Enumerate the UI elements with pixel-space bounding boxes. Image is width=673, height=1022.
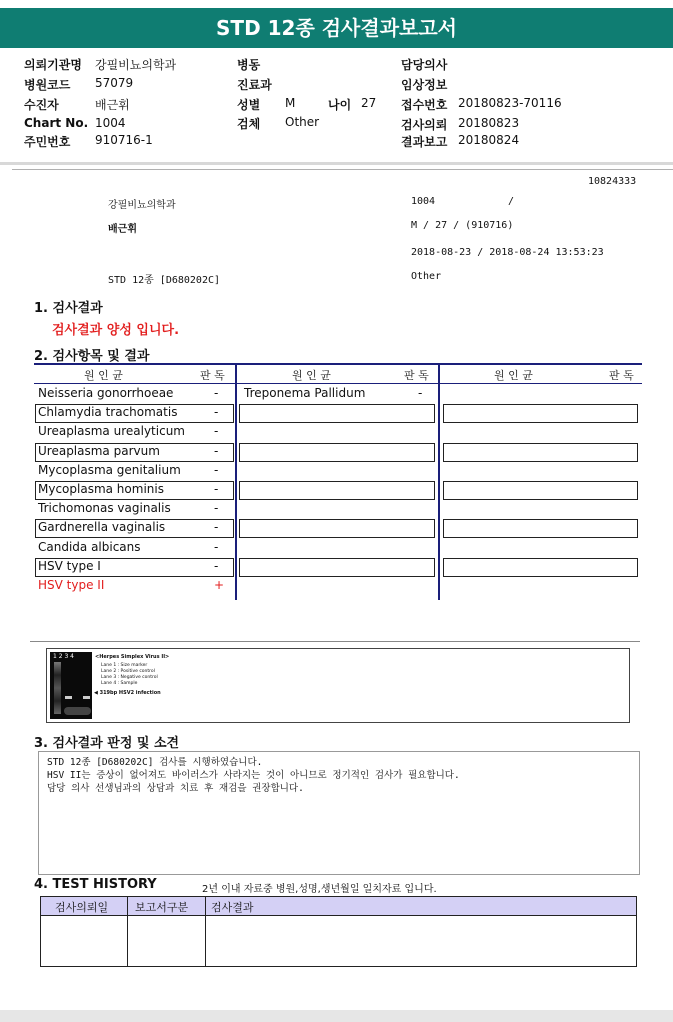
gel-band-label: ◀ 319bp HSV2 infection — [94, 690, 161, 696]
department-label: 진료과 — [237, 78, 272, 92]
result-row-box — [443, 443, 638, 462]
summary-sex-age: M / 27 / (910716) — [411, 220, 514, 231]
pathogen-result: + — [214, 578, 225, 592]
sex-label: 성별 — [237, 98, 261, 112]
history-header-report-type: 보고서구분 — [135, 901, 189, 914]
pathogen-name: Ureaplasma urealyticum — [38, 424, 185, 438]
result-row-box — [443, 404, 638, 423]
finding-line: 담당 의사 선생님과의 상담과 치료 후 재검을 권장합니다. — [47, 783, 304, 794]
pathogen-name: Chlamydia trachomatis — [38, 405, 178, 419]
result-row-box — [443, 519, 638, 538]
sample-band — [83, 696, 90, 699]
section2-title: 2. 검사항목 및 결과 — [34, 349, 150, 364]
resident-no-label: 주민번호 — [24, 135, 71, 149]
result-row-box — [443, 558, 638, 577]
gel-legend-item: Lane 4 : Sample — [101, 681, 138, 686]
summary-specimen: Other — [411, 271, 442, 282]
header-divider — [0, 162, 673, 165]
age-value: 27 — [361, 96, 377, 110]
hospital-value: 강필비뇨의학과 — [95, 58, 177, 72]
summary-chart: 1004 — [411, 196, 436, 207]
finding-line: HSV II는 증상이 없어져도 바이러스가 사라지는 것이 아니므로 정기적인 검사가 필요합니다. — [47, 770, 460, 781]
request-date-value: 20180823 — [458, 116, 520, 130]
summary-patient: 배근휘 — [108, 224, 137, 235]
section4-title: 4. TEST HISTORY — [34, 877, 157, 892]
specimen-value: Other — [285, 115, 320, 129]
size-marker-lane — [54, 662, 61, 714]
gel-legend-item: Lane 3 : Negative control — [101, 675, 158, 680]
test-history-table — [40, 896, 637, 967]
pathogen-result: - — [214, 520, 219, 534]
gel-legend-item: Lane 2 : Positive control — [101, 669, 155, 674]
pathogen-name: Ureaplasma parvum — [38, 444, 160, 458]
receipt-no-label: 접수번호 — [401, 98, 448, 112]
col1-result-header: 판 독 — [200, 369, 225, 382]
pathogen-name: Trichomonas vaginalis — [38, 501, 171, 515]
age-label: 나이 — [328, 98, 352, 112]
hospital-label: 의뢰기관명 — [24, 58, 82, 72]
pathogen-result: - — [418, 386, 423, 400]
pathogen-name: Mycoplasma genitalium — [38, 463, 181, 477]
primer-dimer-smear — [64, 707, 91, 715]
pathogen-name: Neisseria gonorrhoeae — [38, 386, 174, 400]
history-col-divider — [205, 897, 206, 966]
header-divider-thin — [12, 169, 673, 170]
summary-dates: 2018-08-23 / 2018-08-24 13:53:23 — [411, 247, 604, 258]
report-date-value: 20180824 — [458, 133, 520, 147]
history-header-result: 검사결과 — [211, 901, 254, 914]
pathogen-result: - — [214, 482, 219, 496]
resident-no-value: 910716-1 — [95, 133, 153, 147]
receipt-no-value: 20180823-70116 — [458, 96, 562, 110]
pathogen-name: HSV type I — [38, 559, 101, 573]
pathogen-name: Candida albicans — [38, 540, 141, 554]
ward-label: 병동 — [237, 58, 261, 72]
doctor-label: 담당의사 — [401, 58, 448, 72]
specimen-label: 검체 — [237, 117, 261, 131]
report-title: STD 12종 검사결과보고서 — [0, 8, 673, 48]
pathogen-name: Mycoplasma hominis — [38, 482, 164, 496]
summary-slash: / — [508, 196, 515, 207]
col2-pathogen-header: 원 인 균 — [292, 369, 331, 382]
report-date-label: 결과보고 — [401, 135, 448, 149]
gel-electrophoresis-figure — [46, 648, 630, 723]
pathogen-result: - — [214, 501, 219, 515]
finding-line: STD 12종 [D680202C] 검사를 시행하였습니다. — [47, 757, 263, 768]
chart-no-label: Chart No. — [24, 116, 89, 130]
result-row-box — [443, 481, 638, 500]
pathogen-result: - — [214, 386, 219, 400]
col2-result-header: 판 독 — [404, 369, 429, 382]
col1-pathogen-header: 원 인 균 — [84, 369, 123, 382]
positive-control-band — [65, 696, 72, 699]
report-id: 10824333 — [588, 176, 637, 187]
patient-label: 수진자 — [24, 98, 59, 112]
gel-image — [50, 652, 92, 719]
result-row-box — [239, 404, 435, 423]
history-col-divider — [127, 897, 128, 966]
column-divider-1 — [235, 364, 237, 600]
page-footer-band — [0, 1010, 673, 1022]
hospital-code-value: 57079 — [95, 76, 134, 90]
col3-result-header: 판 독 — [609, 369, 634, 382]
pathogen-result: - — [214, 444, 219, 458]
gel-legend — [101, 663, 158, 687]
pathogen-name: HSV type II — [38, 578, 105, 592]
summary-test: STD 12종 [D680202C] — [108, 275, 221, 286]
pathogen-result: - — [214, 540, 219, 554]
pathogen-result: - — [214, 405, 219, 419]
result-row-box — [239, 558, 435, 577]
col3-pathogen-header: 원 인 균 — [494, 369, 533, 382]
history-note: 2년 이내 자료중 병원,성명,생년월일 일치자료 입니다. — [202, 884, 437, 895]
pathogen-name: Treponema Pallidum — [244, 386, 366, 400]
results-table-header — [34, 363, 642, 384]
gel-lane-numbers: 1 2 3 4 — [53, 653, 74, 660]
history-header-request-date: 검사의뢰일 — [55, 901, 109, 914]
summary-hospital: 강필비뇨의학과 — [108, 200, 176, 211]
result-row-box — [239, 519, 435, 538]
pathogen-result: - — [214, 424, 219, 438]
request-date-label: 검사의뢰 — [401, 118, 448, 132]
pathogen-result: - — [214, 463, 219, 477]
patient-value: 배근휘 — [95, 98, 130, 112]
findings-box — [38, 751, 640, 875]
history-table-header — [41, 897, 636, 916]
hospital-code-label: 병원코드 — [24, 78, 71, 92]
section1-title: 1. 검사결과 — [34, 301, 103, 316]
column-divider-2 — [438, 364, 440, 600]
gel-legend-item: Lane 1 : Size marker — [101, 663, 148, 668]
result-summary: 검사결과 양성 입니다. — [52, 323, 180, 338]
pathogen-result: - — [214, 559, 219, 573]
sex-value: M — [285, 96, 296, 110]
result-row-box — [239, 481, 435, 500]
result-row-box — [239, 443, 435, 462]
chart-no-value: 1004 — [95, 116, 126, 130]
clinical-info-label: 임상정보 — [401, 78, 448, 92]
section-divider — [30, 641, 640, 642]
gel-caption-title: <Herpes Simplex Virus II> — [95, 654, 170, 660]
section3-title: 3. 검사결과 판정 및 소견 — [34, 736, 180, 751]
pathogen-name: Gardnerella vaginalis — [38, 520, 166, 534]
